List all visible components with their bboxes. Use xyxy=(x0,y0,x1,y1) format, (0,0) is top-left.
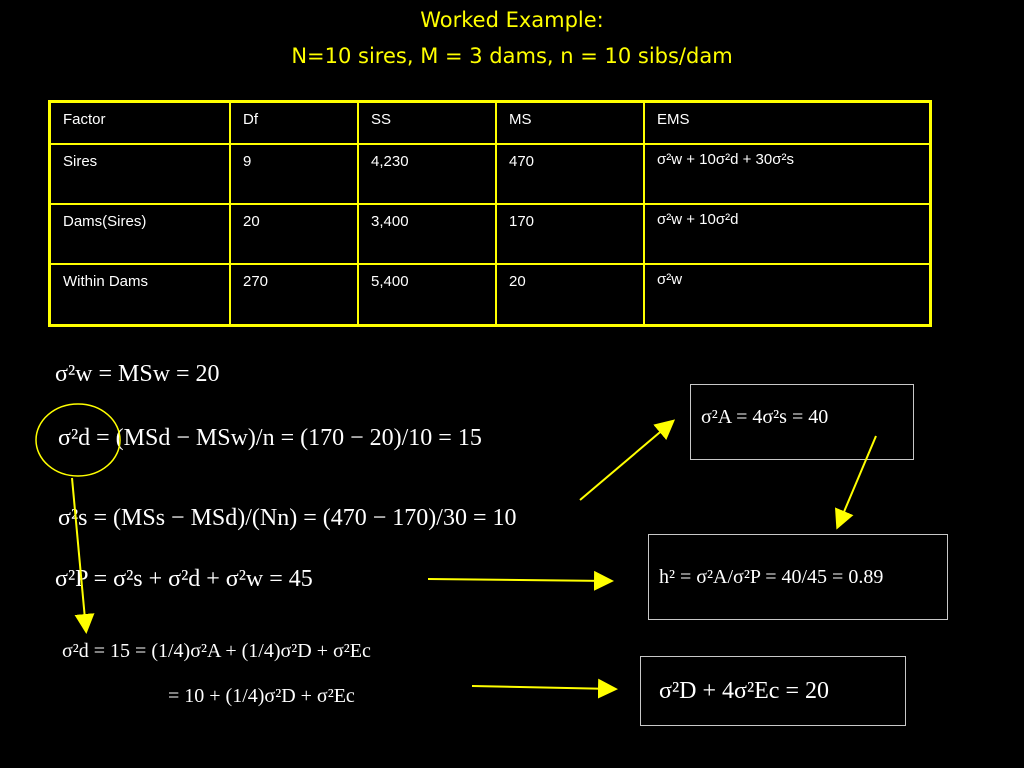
cell-ss: 3,400 xyxy=(358,204,496,264)
heritability-equation: h² = σ²A/σ²P = 40/45 = 0.89 xyxy=(659,566,884,588)
sigma-d-equation: σ²d = (MSd − MSw)/n = (170 − 20)/10 = 15 xyxy=(58,425,482,451)
sigma-d-decomposition: σ²d = 15 = (1/4)σ²A + (1/4)σ²D + σ²Ec xyxy=(62,640,371,662)
header-ems: EMS xyxy=(644,102,931,144)
sigma-d-decomposition-simplified: = 10 + (1/4)σ²D + σ²Ec xyxy=(168,685,355,707)
dominance-equation: σ²D + 4σ²Ec = 20 xyxy=(659,678,829,704)
arrow-to-dominance xyxy=(472,686,614,689)
sigma-p-equation: σ²P = σ²s + σ²d + σ²w = 45 xyxy=(55,566,313,592)
slide-title: Worked Example: xyxy=(420,8,604,32)
cell-factor: Dams(Sires) xyxy=(50,204,231,264)
cell-df: 9 xyxy=(230,144,358,204)
arrow-from-sigma-p xyxy=(428,579,610,581)
header-ms: MS xyxy=(496,102,644,144)
ems-formula: σ²w + 10σ²d xyxy=(657,210,739,228)
arrow-to-decomposition xyxy=(72,478,86,630)
ems-formula: σ²w xyxy=(657,270,683,288)
sigma-a-equation: σ²A = 4σ²s = 40 xyxy=(701,406,829,428)
cell-ss: 5,400 xyxy=(358,264,496,326)
ems-formula: σ²w + 10σ²d + 30σ²s xyxy=(657,150,794,168)
header-ss: SS xyxy=(358,102,496,144)
header-df: Df xyxy=(230,102,358,144)
arrow-to-sigma-a xyxy=(580,422,672,500)
cell-factor: Within Dams xyxy=(50,264,231,326)
sigma-w-equation: σ²w = MSw = 20 xyxy=(55,361,220,387)
highlight-circle xyxy=(36,404,120,476)
cell-factor: Sires xyxy=(50,144,231,204)
sigma-s-equation: σ²s = (MSs − MSd)/(Nn) = (470 − 170)/30 = 10 xyxy=(58,505,517,531)
cell-ms: 20 xyxy=(496,264,644,326)
cell-df: 270 xyxy=(230,264,358,326)
cell-ms: 470 xyxy=(496,144,644,204)
cell-df: 20 xyxy=(230,204,358,264)
slide-subtitle: N=10 sires, M = 3 dams, n = 10 sibs/dam xyxy=(291,44,733,68)
header-factor: Factor xyxy=(50,102,231,144)
arrow-to-heritability xyxy=(838,436,876,526)
cell-ms: 170 xyxy=(496,204,644,264)
cell-ss: 4,230 xyxy=(358,144,496,204)
